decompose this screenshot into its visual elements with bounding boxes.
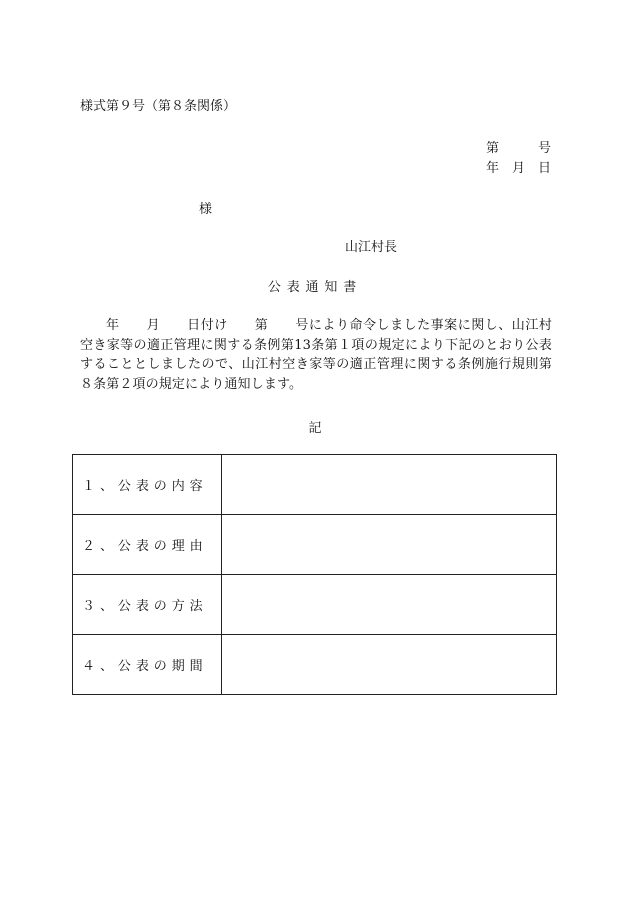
- table-row: [73, 575, 557, 635]
- item-label-content: １、公表の内容: [73, 455, 222, 515]
- item-value-content: [222, 455, 557, 515]
- ki-heading: 記: [308, 421, 322, 436]
- table-row: [73, 635, 557, 695]
- form-number: 様式第９号（第８条関係）: [80, 99, 237, 114]
- item-value-period: [222, 635, 557, 695]
- notice-body-text: 年 月 日付け 第 号により命令しました事案に関し、山江村空き家等の適正管理に関する条例第13条第１項の規定により下記のとおり公表することとしましたので、山江村空き家等の適正管理に関する条例施行規則第８条第２項の規定により通知します。: [80, 318, 552, 392]
- items-table: [72, 454, 557, 695]
- table-row: [73, 455, 557, 515]
- item-value-reason: [222, 515, 557, 575]
- addressee-suffix: 様: [199, 202, 213, 217]
- notice-body: [80, 316, 552, 394]
- table-row: [73, 515, 557, 575]
- document-title: 公表通知書: [267, 280, 363, 295]
- item-label-reason: ２、公表の理由: [73, 515, 222, 575]
- item-label-period: ４、公表の期間: [73, 635, 222, 695]
- issuer-name: 山江村長: [345, 240, 398, 255]
- document-number-line: 第 号: [485, 141, 551, 156]
- item-value-method: [222, 575, 557, 635]
- item-label-method: ３、公表の方法: [73, 575, 222, 635]
- date-line: 年 月 日: [485, 161, 551, 176]
